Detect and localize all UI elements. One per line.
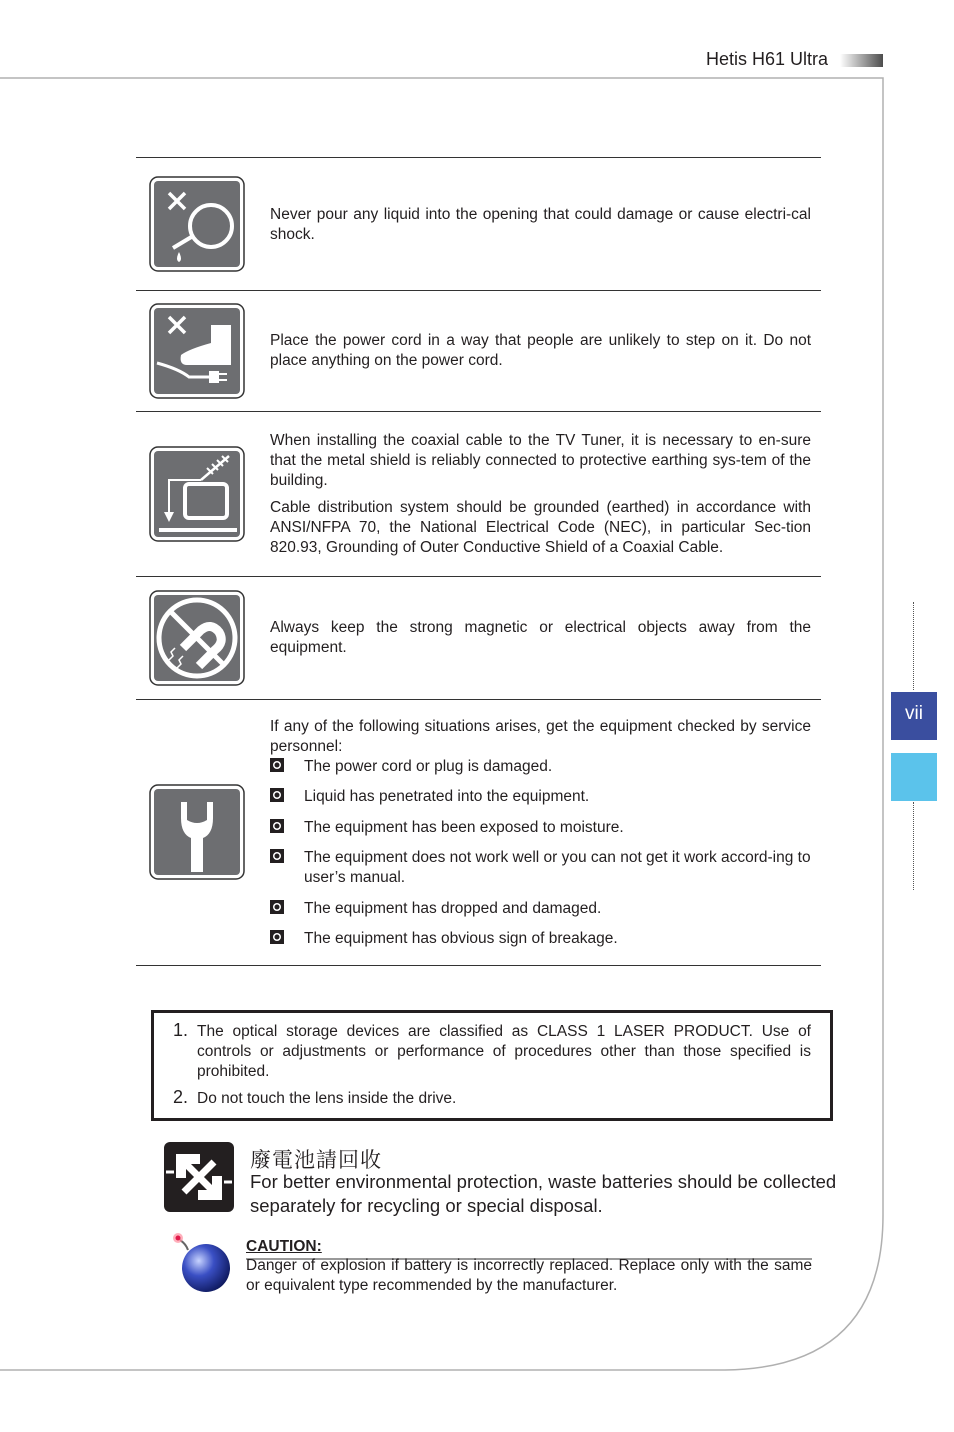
side-dotted-line <box>913 602 914 690</box>
side-dotted-line <box>913 802 914 890</box>
safety-text: Never pour any liquid into the opening that could damage or cause electri-cal shock. <box>270 206 811 243</box>
bullet-text: Liquid has penetrated into the equipment. <box>304 788 590 805</box>
section-divider <box>136 157 821 158</box>
bomb-icon <box>168 1230 234 1296</box>
safety-text: Cable distribution system should be grounded (earthed) in accordance with ANSI/NFPA 70, the National Electrical Code (NEC), in particular Sec-tion 820.93, Grounding of Outer Conductive Shield of a Coaxial Cable. <box>270 499 811 556</box>
safety-text: When installing the coaxial cable to the TV Tuner, it is necessary to en-sure that the metal shield is reliably connected to protective earthing sys-tem of the building. <box>270 432 811 489</box>
bullet-icon <box>270 900 284 914</box>
note-number: 1. <box>173 1020 189 1040</box>
page-tab-accent <box>891 753 937 801</box>
safety-text: Place the power cord in a way that people are unlikely to step on it. Do not place anything on the power cord. <box>270 332 811 369</box>
no-step-cord-icon <box>149 303 245 399</box>
bullet-text: The equipment does not work well or you can not get it work accord-ing to user’s manual. <box>304 849 811 886</box>
battery-recycle-icon <box>162 1140 236 1214</box>
safety-text: If any of the following situations arises, get the equipment checked by service personnel: <box>270 718 811 755</box>
bullet-text: The power cord or plug is damaged. <box>304 758 553 775</box>
bullet-icon <box>270 788 284 802</box>
wrench-icon <box>149 784 245 880</box>
safety-text: Always keep the strong magnetic or electrical objects away from the equipment. <box>270 619 811 656</box>
recycle-title-chinese: 廢電池請回收 <box>250 1148 382 1172</box>
bullet-icon <box>270 849 284 863</box>
header-gradient-bar <box>840 54 883 67</box>
header-title: Hetis H61 Ultra <box>705 49 828 69</box>
bullet-icon <box>270 819 284 833</box>
section-divider <box>136 411 821 412</box>
note-text: The optical storage devices are classified as CLASS 1 LASER PRODUCT. Use of controls or adjustments or performance of procedures other than those specified is prohibited. <box>197 1023 811 1080</box>
safety-text-group <box>270 431 811 558</box>
no-liquid-icon <box>149 176 245 272</box>
recycle-text-line: For better environmental protection, waste batteries should be collected <box>250 1171 837 1192</box>
bullet-icon <box>270 758 284 772</box>
recycle-text <box>250 1170 840 1218</box>
note-number: 2. <box>173 1087 189 1107</box>
section-divider <box>136 576 821 577</box>
bullet-icon <box>270 930 284 944</box>
section-divider <box>136 699 821 700</box>
bullet-text: The equipment has dropped and damaged. <box>304 900 602 917</box>
bullet-text: The equipment has obvious sign of breakage. <box>304 930 618 947</box>
section-divider <box>136 965 821 966</box>
section-divider <box>136 290 821 291</box>
recycle-text-line: separately for recycling or special disposal. <box>250 1195 603 1216</box>
caution-title: CAUTION: <box>246 1238 322 1255</box>
caution-text: Danger of explosion if battery is incorrectly replaced. Replace only with the same or equivalent type recommended by the manufacturer. <box>246 1257 812 1294</box>
note-text: Do not touch the lens inside the drive. <box>197 1090 457 1107</box>
no-magnet-icon <box>149 590 245 686</box>
tv-antenna-ground-icon <box>149 446 245 542</box>
page-number-tab: vii <box>891 692 937 740</box>
bullet-text: The equipment has been exposed to moisture. <box>304 819 624 836</box>
